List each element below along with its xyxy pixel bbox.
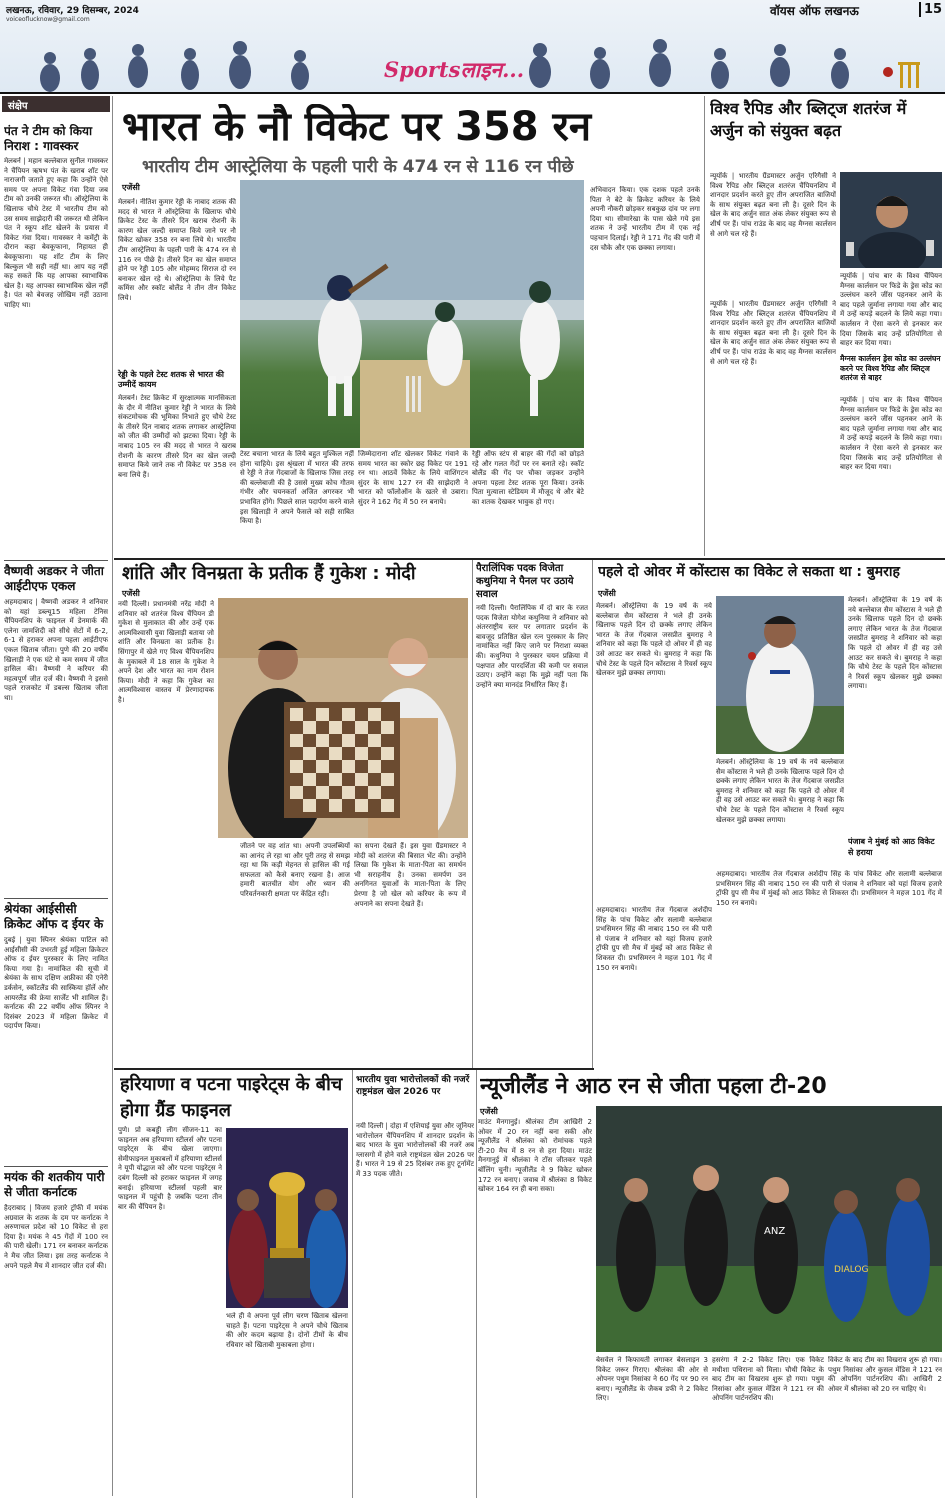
sidebar-story-2-body: अहमदाबाद | वैष्णवी अडकर ने शनिवार को यहां डब्ल्यू15 महिला टेनिस चैंपियनशिप के फाइनल में डेनमार्क की एलेना जामशिदी को सीधे सेटों में 6-2, 6-1 से हराकर अपना पहला आईटीएफ एकल खिताब जीता। पुणे की 20 वर्षीय खिलाड़ी ने एक घंटे से कम समय में जीत हासिल की। वैष्णवी ने करियर की महत्वपूर्ण जीत दर्ज की। वैष्णवी ने इससे पहले राजकोट में डबल्स खिताब जीता था। [4,598,108,702]
youth-body: नयी दिल्ली | दोहा में एशियाई युवा और जूनियर भारोत्तोलन चैंपियनशिप में शानदार प्रदर्शन के बाद भारत के युवा भारोत्तोलकों की नजरें अब ग्लासगो में होने वाले राष्ट्रमंडल खेल 2026 पर हैं। भारत ने 19 से 25 दिसंबर तक हुए टूर्नामेंट में 33 पदक जीते। [356,1122,474,1178]
bumrah-body-left-2: अहमदाबाद। भारतीय तेज गेंदबाज अर्शदीप सिंह के पांच विकेट और सलामी बल्लेबाज प्रभसिमरन सिंह की नाबाद 150 रन की पारी से पंजाब ने शनिवार को यहां विजय हजारे ट्रॉफी ग्रुप सी मैच में मुंबई को आठ विकेट से शिकस्त दी। प्रभसिमरन ने महज 101 गेंद में 150 रन बनाये। [596,906,712,972]
sidebar-rule [4,898,108,899]
dateline: लखनऊ, रविवार, 29 दिसम्बर, 2024 [6,6,139,16]
kabaddi-trophy-photo [226,1128,348,1308]
nz-body-3: हसरंगा ने 2-2 विकेट लिए। एक विकेट मथीशा पथिराना को मिला। चौथी विकेट के बाद टीम का विखराव शुरू हो गया। पथुम निसांका और कुसल मेंडिस ने 121 रन की ओपनिंग पार्टनरशिप की। [712,1356,824,1403]
haryana-body: पुणे। प्रो कबड्डी लीग सीजन-11 का फाइनल अब हरियाणा स्टीलर्स और पटना पाइरेट्स के बीच खेला जाएगा। सेमीफाइनल मुकाबलों में हरियाणा स्टीलर्स ने यूपी योद्धाज को और पटना पाइरेट्स ने दबंग दिल्ली को हराकर फाइनल में जगह बनाई। हरियाणा स्टीलर्स पहली बार फाइनल में पहुंची है जबकि पटना तीन बार की चैंपियन है। [118,1126,222,1211]
nz-body-4: विकेट के बाद टीम का विखराव शुरू हो गया। पथुम निसांका और कुसल मेंडिस ने 121 रन की ओपनिंग पार्टनरशिप की। आखिरी 2 ओवर में श्रीलंका को 20 रन चाहिए थे। [828,1356,942,1393]
bumrah-photo [716,596,844,754]
section-divider [114,558,945,560]
masthead-divider [0,92,945,94]
chess-body-left: न्यूयॉर्क | भारतीय ग्रैंडमास्टर अर्जुन एरिगैसी ने विश्व रैपिड और ब्लिट्ज शतरंज चैंपियनशिप में शानदार प्रदर्शन करते हुए तीन अपराजित बाजियों के साथ संयुक्त बढ़त बना ली है। दूसरे दिन के खेल के बाद अर्जुन सात अंक लेकर संयुक्त रूप से शीर्ष पर हैं। पांच राउंड के बाद वह मैग्नस कार्लसन से आगे चल रहे हैं। [710,300,836,366]
bumrah-body-mid: मेलबर्न। ऑस्ट्रेलिया के 19 वर्ष के नये बल्लेबाज सैम कोंस्टास ने भले ही उनके खिलाफ पहले दिन दो छक्के लगाए लेकिन भारत के तेज गेंदबाज जसप्रीत बुमराह ने शनिवार को कहा कि पहले दो ओवर में ही वह उसे आउट कर सकते थे। बुमराह ने कहा कि चौथे टेस्ट के पहले दिन कोंस्टास ने रिवर्स स्कूप खेलकर मुझे छक्का लगाया। [716,758,844,824]
masthead [0,0,945,92]
sidebar-story-3-title: श्रेयंका आईसीसी क्रिकेट ऑफ द ईयर के [4,902,104,931]
modi-body-2: जीतने पर वह शांत था। अपनी उपलब्धियों का आनंद ले रहा था और पूरी तरह से समझ रहा था कि कड़ी मेहनत से हासिल की गई सफलता को कैसे बनाए रखना है। आज हमारी बातचीत योग और ध्यान की परिवर्तनकारी क्षमता पर केंद्रित रही। [240,842,350,898]
sidebar-story-1-title: पंत ने टीम को किया निराश : गावस्कर [4,124,93,153]
haryana-body-2: भले ही वे अपना पूर्व लीग चरण खिताब खेलना चाहते हैं। पटना पाइरेट्स ने अपने चौथे खिताब की ओर कदम बढ़ाया है। दोनों टीमों के बीच रविवार को खिताबी मुकाबला होगा। [226,1312,348,1349]
modi-gukesh-photo [218,598,468,838]
lead-subhead: भारतीय टीम आस्ट्रेलिया के पहली पारी के 474 रन से 116 रन पीछे [142,157,574,177]
lead-column-3: जिम्मेदाराना शॉट खेलकर विकेट गंवाने के समय भारत का स्कोर छह विकेट पर 191 रन था। आठवें विकेट के लिये वाशिंगटन सुंदर के साथ 127 रन की साझेदारी ने भारत को फॉलोऑन के खतरे से उबारा। सुंदर ने 162 गेंद में 50 रन बनाये। [358,450,468,506]
section-divider [114,1068,594,1070]
lead-agency: एजेंसी [122,183,140,192]
svg-text:DIALOG: DIALOG [834,1265,869,1275]
modi-agency: एजेंसी [122,589,140,598]
nz-photo [596,1106,942,1352]
brand-name: वॉयस ऑफ लखनऊ [770,4,859,18]
lead-photo-batsman [240,180,584,448]
svg-text:ANZ: ANZ [764,1226,786,1237]
nz-agency: एजेंसी [480,1107,498,1116]
chess-subhead: मैग्नस कार्लसन ड्रेस कोड का उल्लंघन करने पर विश्व रैपिड और ब्लिट्ज शतरंज से बाहर [840,354,941,382]
lead-column-2: टेस्ट बचाना भारत के लिये बहुत मुश्किल नहीं होना चाहिये। इस श्रृंखला में भारत की तरफ से रेड्डी ने तेज गेंदबाजों के खिलाफ जिस तरह की बल्लेबाजी की है उससे मुख्य कोच गौतम गंभीर और चयनकर्ता अजित अगरकर भी प्रभावित होंगे। पिछले साल पदार्पण करने वाले इस खिलाड़ी ने अपने फैसले को सही साबित किया है। [240,450,354,526]
column-divider [592,560,593,1070]
sidebar-divider [112,96,113,1496]
chess-body-2: न्यूयॉर्क | पांच बार के विश्व चैंपियन मैग्नस कार्लसन पर फिडे के ड्रेस कोड का उल्लंघन करने जींस पहनकर आने के बाद पहले जुर्माना लगाया गया और बाद में उन्हें कपड़े बदलने के लिये कहा गया। कार्लसन ने ऐसा करने से इनकार कर दिया जिसके बाद उन्हें प्रतियोगिता से बाहर कर दिया गया। [840,396,942,472]
column-divider [472,560,473,1070]
sidebar-label-text: संक्षेप [8,101,28,112]
nz-headline: न्यूजीलैंड ने आठ रन से जीता पहला टी-20 [480,1074,827,1099]
bumrah-agency: एजेंसी [598,589,616,598]
sidebar-rule [4,560,108,561]
nz-body: माउंट मैनगानुई। श्रीलंका टीम आखिरी 2 ओवर में 20 रन नहीं बना सकी और न्यूजीलैंड ने श्रीलंका को रोमांचक पहले टी-20 मैच में 8 रन से हरा दिया। माउंट मैनगानुई में श्रीलंका ने टॉस जीतकर पहले बॉलिंग चुनी। न्यूजीलैंड ने 9 विकेट खोकर 172 रन बनाए। जवाब में श्रीलंका 8 विकेट खोकर 164 रन ही बना सका। [478,1118,592,1194]
column-divider [476,1070,477,1498]
sidebar-story-4-body: हैदराबाद | विजय हजारे ट्रॉफी में मयंक अग्रवाल के शतक के दम पर कर्नाटक ने अरुणाचल प्रदेश को 10 विकेट से हरा दिया है। मयंक ने 45 गेंदों में 100 रन की पारी खेली। 171 रन बनाकर कर्नाटक ने मैच जीत लिया। इस तरह कर्नाटक ने अपने पहले मैच में शानदार जीत दर्ज की। [4,1204,108,1270]
lead-column-4: रेड्डी ऑफ स्टंप से बाहर की गेंदों को छोड़ते रहे और गलत गेंदों पर रन बनाते रहे। स्कॉट बोलैंड की गेंद पर चौका जड़कर उन्होंने अपना पहला टेस्ट शतक पूरा किया। उनके पिता मुत्याला स्टेडियम में मौजूद थे और बेटे का शतक देखकर भावुक हो गए। [472,450,584,506]
column-divider [704,96,705,556]
chess-headline: विश्व रैपिड और ब्लिट्ज शतरंज में अर्जुन को संयुक्त बढ़त [710,99,907,140]
sidebar-story-4-title: मयंक की शतकीय पारी से जीता कर्नाटक [4,1170,105,1199]
paralympics-body: नयी दिल्ली। पैरालिंपिक में दो बार के रजत पदक विजेता योगेश कथुनिया ने शनिवार को अंतरराष्ट्रीय स्तर पर लगातार प्रदर्शन के बावजूद प्रतिष्ठित खेल रत्न पुरस्कार के लिए नामांकित नहीं किए जाने पर निराशा व्यक्त की। कथुनिया ने पुरस्कार चयन प्रक्रिया में पक्षपात और पारदर्शिता की कमी पर सवाल उठाए। उन्होंने कहा कि मुझे नहीं पता कि उन्होंने क्या मानदंड निर्धारित किए हैं। [476,604,588,689]
nz-body-2: बेसवेल ने किफायती लगाकर बेसलाइन 3 विकेट जरूर गिराए। श्रीलंका की ओर से ओपनर पथुम निसांका ने 60 गेंद पर 90 रन बनाए। न्यूजीलैंड के जैकब डफी ने 2 विकेट लिए। [596,1356,708,1403]
modi-body: नयी दिल्ली। प्रधानमंत्री नरेंद्र मोदी ने शनिवार को शतरंज विश्व चैंपियन डी गुकेश से मुलाकात की और उन्हें एक आत्मविश्वासी युवा खिलाड़ी बताया जो शांति और विनम्रता का प्रतीक है। सिंगापुर में खेले गए विश्व चैंपियनशिप के मुकाबले में 18 साल के गुकेश ने अपने देश और भारत का नाम रोशन किया। मोदी ने कहा कि गुकेश का आत्मविश्वास वास्तव में प्रेरणादायक है। [118,600,214,704]
bumrah-body: मेलबर्न। ऑस्ट्रेलिया के 19 वर्ष के नये बल्लेबाज सैम कोंस्टास ने भले ही उनके खिलाफ पहले दिन दो छक्के लगाए लेकिन भारत के तेज गेंदबाज जसप्रीत बुमराह ने शनिवार को कहा कि पहले दो ओवर में ही वह उसे आउट कर सकते थे। बुमराह ने कहा कि चौथे टेस्ट के पहले दिन कोंस्टास ने रिवर्स स्कूप खेलकर मुझे छक्का लगाया। [596,602,712,678]
bumrah-body-right: मेलबर्न। ऑस्ट्रेलिया के 19 वर्ष के नये बल्लेबाज सैम कोंस्टास ने भले ही उनके खिलाफ पहले दिन दो छक्के लगाए लेकिन भारत के तेज गेंदबाज जसप्रीत बुमराह ने शनिवार को कहा कि पहले दो ओवर में ही वह उसे आउट कर सकते थे। बुमराह ने कहा कि चौथे टेस्ट के पहले दिन कोंस्टास ने रिवर्स स्कूप खेलकर मुझे छक्का लगाया। [848,596,942,691]
bumrah-headline: पहले दो ओवर में कोंस्टास का विकेट ले सकता था : बुमराह [598,564,900,580]
sidebar-story-1-body: मेलबर्न | महान बल्लेबाज सुनील गावस्कर ने चैंपियन ऋषभ पंत के खराब शॉट पर नाराजगी जताते हुए कहा कि उन्होंने ऐसे समय पर अपना विकेट गंवा दिया जब टीम को उनकी जरूरत थी। ऑस्ट्रेलिया के खिलाफ चौथे टेस्ट में भारतीय टीम को उस समय साझेदारी की जरूरत थी लेकिन पंत ने स्कूप शॉट खेलने के प्रयास में विकेट गंवा दिया। गावस्कर ने कमेंट्री के दौरान कहा बेवकूफाना, निहायत ही बेवकूफाना। यह शॉट टीम के लिए बिल्कुल भी सही नहीं था। आप यह नहीं कह सकते कि यह आपका स्वाभाविक खेल है। यह आपका स्वाभाविक खेल नहीं है। पंत को बेवजह जोखिम नहीं उठाना चाहिए था। [4,157,108,309]
lead-column-1b: मेलबर्न। टेस्ट क्रिकेट में सुरक्षात्मक मानसिकता के दौर में नीतिश कुमार रेड्डी ने भारत के लिये संकटमोचक की भूमिका निभाते हुए चौथे टेस्ट के तीसरे दिन नाबाद शतक लगाकर आस्ट्रेलिया को जीत की उम्मीदों को झटका दिया। रेड्डी के नाबाद 105 रन की मदद से भारत ने खराब रोशनी के कारण तीसरे दिन का खेल जल्दी समाप्त किये जाने तक नौ विकेट पर 358 रन बना लिये हैं। [118,394,236,479]
haryana-headline: हरियाणा व पटना पाइरेट्स के बीच होगा ग्रैंड फाइनल [120,1074,343,1121]
email: voiceoflucknow@gmail.com [6,16,90,23]
bumrah-body-2: अहमदाबाद। भारतीय तेज गेंदबाज अर्शदीप सिंह के पांच विकेट और सलामी बल्लेबाज प्रभसिमरन सिंह की नाबाद 150 रन की पारी से पंजाब ने शनिवार को यहां विजय हजारे ट्रॉफी ग्रुप सी मैच में मुंबई को आठ विकेट से शिकस्त दी। प्रभसिमरन ने महज 101 गेंद में 150 रन बनाये। [716,870,942,907]
lead-headline: भारत के नौ विकेट पर 358 रन [122,104,592,150]
chess-body: न्यूयॉर्क | भारतीय ग्रैंडमास्टर अर्जुन एरिगैसी ने विश्व रैपिड और ब्लिट्ज शतरंज चैंपियनशिप में शानदार प्रदर्शन करते हुए तीन अपराजित बाजियों के साथ संयुक्त बढ़त बना ली है। दूसरे दिन के खेल के बाद अर्जुन सात अंक लेकर संयुक्त रूप से शीर्ष पर हैं। पांच राउंड के बाद वह मैग्नस कार्लसन से आगे चल रहे हैं। [710,172,836,238]
sidebar-story-2-title: वैष्णवी अडकर ने जीता आईटीएफ एकल [4,564,104,593]
paralympics-headline: पैरालिंपिक पदक विजेता कथुनिया ने पैनल पर उठाये सवाल [476,563,574,600]
sidebar-rule [4,1166,108,1167]
modi-body-3: का सपना देखते हैं। इस युवा ग्रैंडमास्टर ने मोदी को शतरंज की बिसात भेंट की। उन्होंने लिखा कि गुकेश के माता-पिता का समर्थन भी सराहनीय है। उनका समर्पण उन अनगिनत युवाओं के माता-पिता के लिए प्रेरणा है जो खेल को करियर के रूप में अपनाने का सपना देखते हैं। [354,842,466,908]
chess-body-continued: न्यूयॉर्क | पांच बार के विश्व चैंपियन मैग्नस कार्लसन पर फिडे के ड्रेस कोड का उल्लंघन करने जींस पहनकर आने के बाद पहले जुर्माना लगाया गया और बाद में उन्हें कपड़े बदलने के लिये कहा गया। कार्लसन ने ऐसा करने से इनकार कर दिया जिसके बाद उन्हें प्रतियोगिता से बाहर कर दिया गया। [840,272,942,348]
lead-column-1: मेलबर्न। नीतिश कुमार रेड्डी के नाबाद शतक की मदद से भारत ने ऑस्ट्रेलिया के खिलाफ चौथे क्रिकेट टेस्ट के तीसरे दिन खराब रोशनी के कारण खेल जल्दी समाप्त किये जाने पर नौ विकेट खोकर 358 रन बना लिये थे। भारतीय टीम आस्ट्रेलिया के पहली पारी के 474 रन से 116 रन पीछे है। तीसरे दिन का खेल समाप्त होने पर रेड्डी 105 और मोहम्मद सिराज दो रन बनाकर खेल रहे थे। ऑस्ट्रेलिया के लिये पैट कमिंस और स्कॉट बोलैंड ने तीन तीन विकेट लिये। [118,198,236,302]
bumrah-subhead: पंजाब ने मुंबई को आठ विकेट से हराया [848,837,935,857]
modi-headline: शांति और विनम्रता के प्रतीक हैं गुकेश : मोदी [122,563,416,584]
section-logo: Sportsलाइन... [384,57,525,82]
sidebar-story-3-body: दुबई | युवा स्पिनर श्रेयंका पाटिल को आईसीसी की उभरती हुई महिला क्रिकेटर ऑफ द ईयर पुरस्कार के लिए नामित किया गया है। नामांकित की सूची में श्रेयंका के साथ दक्षिण अफ्रीका की एनेरी डर्कसेन, स्कॉटलैंड की सास्किया हॉर्ले और आयरलैंड की फ्रेया सार्जेंट भी शामिल हैं। कर्नाटक की 22 वर्षीय ऑफ स्पिनर ने दिसंबर 2023 में महिला क्रिकेट में पदार्पण किया। [4,936,108,1031]
page-number: 15 [919,2,943,17]
lead-column-5: अभिवादन किया। एक दशक पहले उनके पिता ने बेटे के क्रिकेट करियर के लिये अपनी नौकरी छोड़कर सबकुछ दांव पर लगा दिया था। सीमारेखा के पास खेले गये इस शतक ने उन्हें भारतीय टीम में एक नई पहचान दिलाई। रेड्डी ने 171 गेंद की पारी में दस चौके और एक छक्का लगाया। [590,186,700,252]
youth-headline: भारतीय युवा भारोत्तोलकों की नजरें राष्ट्रमंडल खेल 2026 पर [356,1075,470,1097]
column-divider [352,1070,353,1498]
lead-column-1-subhead: रेड्डी के पहले टेस्ट शतक से भारत की उम्मीदें कायम [118,370,225,389]
chess-photo-arjun [840,172,942,268]
